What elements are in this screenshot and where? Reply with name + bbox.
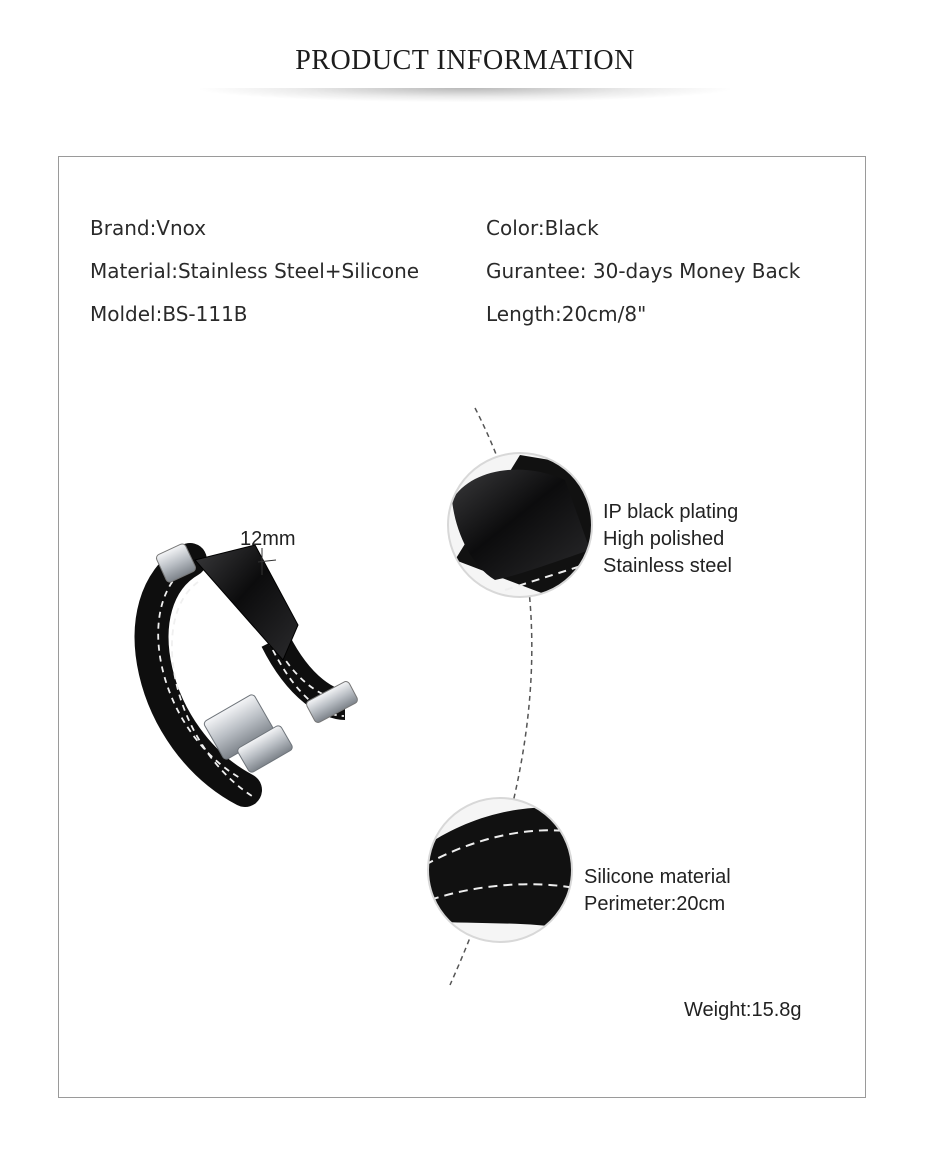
- detail-closeup-band: [420, 795, 580, 945]
- plate-callout: [603, 499, 738, 580]
- width-callout: 12mm: [240, 528, 296, 550]
- spec-brand: Brand:Vnox: [90, 216, 207, 240]
- band-callout: [584, 864, 731, 918]
- spec-color: Color:Black: [486, 216, 599, 240]
- weight-label: Weight:15.8g: [684, 999, 802, 1021]
- plate-callout-line: Stainless steel: [603, 555, 732, 577]
- plate-callout-line: IP black plating: [603, 501, 739, 523]
- page-title: PRODUCT INFORMATION: [295, 45, 635, 76]
- detail-closeup-plate: [440, 450, 610, 610]
- spec-material: Material:Stainless Steel+Silicone: [90, 259, 420, 283]
- plate-callout-line: High polished: [603, 528, 725, 550]
- band-callout-line: Perimeter:20cm: [584, 893, 726, 915]
- spec-guarantee: Gurantee: 30-days Money Back: [486, 259, 801, 283]
- band-callout-line: Silicone material: [584, 866, 731, 888]
- spec-length: Length:20cm/8": [486, 302, 647, 326]
- bracelet-main-image: [152, 543, 359, 796]
- spec-model: Moldel:BS-111B: [90, 302, 248, 326]
